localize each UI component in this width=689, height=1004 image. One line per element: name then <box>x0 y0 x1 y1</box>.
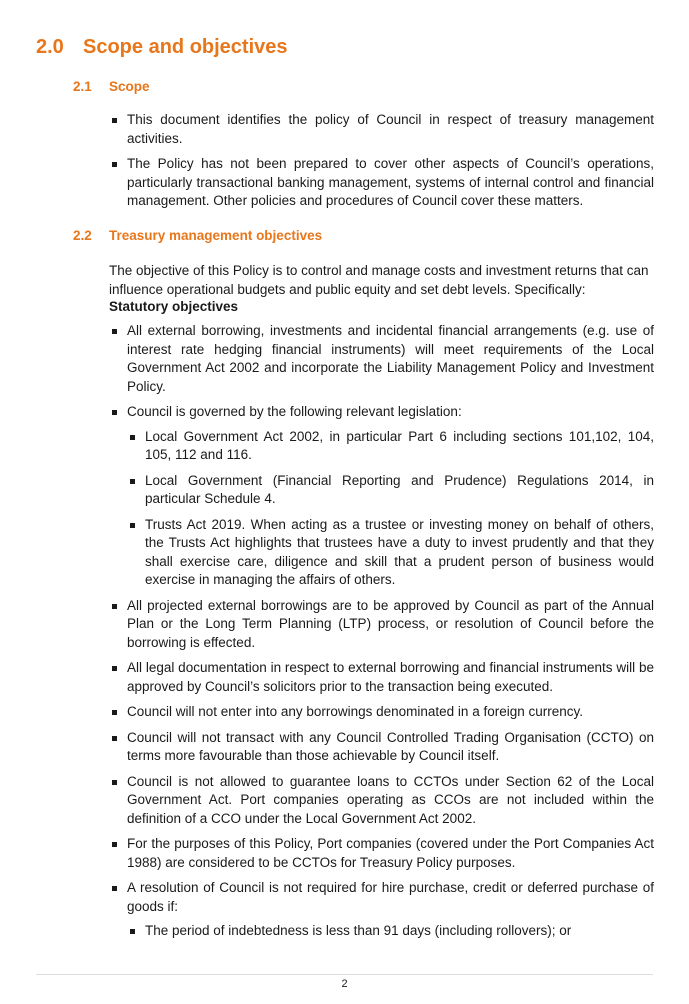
scope-number: 2.1 <box>73 79 92 94</box>
scope-title: Scope <box>109 79 150 94</box>
objectives-number: 2.2 <box>73 228 92 243</box>
list-item: Council is not allowed to guarantee loans to CCTOs under Section 62 of the Local Government Act. Port companies operating as CCOs are not included within the definition of a CCO under the Local Government Act 2002. <box>109 773 654 829</box>
list-item-text: A resolution of Council is not required for hire purchase, credit or deferred purchase of goods if: <box>127 880 654 914</box>
list-item: This document identifies the policy of Council in respect of treasury management activities. <box>109 111 654 148</box>
list-item <box>109 879 654 941</box>
list-item: All legal documentation in respect to external borrowing and financial instruments will be approved by Council’s solicitors prior to the transaction being executed. <box>109 659 654 696</box>
footer-divider <box>36 974 653 975</box>
list-item: The Policy has not been prepared to cover other aspects of Council’s operations, particularly transactional banking management, systems of internal control and financial management. Other policies and procedures of Council cover these matters. <box>109 155 654 211</box>
list-item: For the purposes of this Policy, Port companies (covered under the Port Companies Act 1988) are considered to be CCTOs for Treasury Policy purposes. <box>109 835 654 872</box>
page-number: 2 <box>341 978 348 990</box>
list-item: All projected external borrowings are to be approved by Council as part of the Annual Plan or the Long Term Planning (LTP) process, or resolution of Council before the borrowing is effected. <box>109 597 654 653</box>
sub-list-item: Trusts Act 2019. When acting as a trustee or investing money on behalf of others, the Trusts Act highlights that trustees have a duty to invest prudently and that they shall exercise care, diligence and skill that a prudent person of business would exercise in managing the affairs of others. <box>127 516 654 590</box>
list-item-text: Council is governed by the following relevant legislation: <box>127 404 462 419</box>
sub-list-item: Local Government Act 2002, in particular Part 6 including sections 101,102, 104, 105, 112 and 116. <box>127 428 654 465</box>
scope-bullet-list <box>109 111 654 218</box>
list-item: Council will not enter into any borrowings denominated in a foreign currency. <box>109 703 654 722</box>
scope-heading <box>73 79 150 94</box>
section-heading <box>36 36 288 59</box>
objectives-heading <box>73 228 322 243</box>
list-item: All external borrowing, investments and incidental financial arrangements (e.g. use of interest rate hedging financial instruments) will meet requirements of the Local Government Act 2002 and incorporate the Liability Management Policy and Investment Policy. <box>109 322 654 396</box>
objectives-bullet-list <box>109 322 654 948</box>
objectives-title: Treasury management objectives <box>109 228 323 243</box>
sub-list-item: Local Government (Financial Reporting and Prudence) Regulations 2014, in particular Schedule 4. <box>127 472 654 509</box>
list-item <box>109 403 654 590</box>
list-item: Council will not transact with any Council Controlled Trading Organisation (CCTO) on terms more favourable than those achievable by Council itself. <box>109 729 654 766</box>
statutory-objectives-heading: Statutory objectives <box>109 299 239 314</box>
sub-list-item: The period of indebtedness is less than 91 days (including rollovers); or <box>127 922 654 941</box>
hire-purchase-sub-list <box>127 922 654 941</box>
section-title: Scope and objectives <box>83 36 288 58</box>
objectives-intro: The objective of this Policy is to control and manage costs and investment returns that can influence operational budgets and public equity and set debt levels. Specifically: <box>109 263 649 297</box>
legislation-sub-list <box>127 428 654 590</box>
section-number: 2.0 <box>36 36 64 58</box>
